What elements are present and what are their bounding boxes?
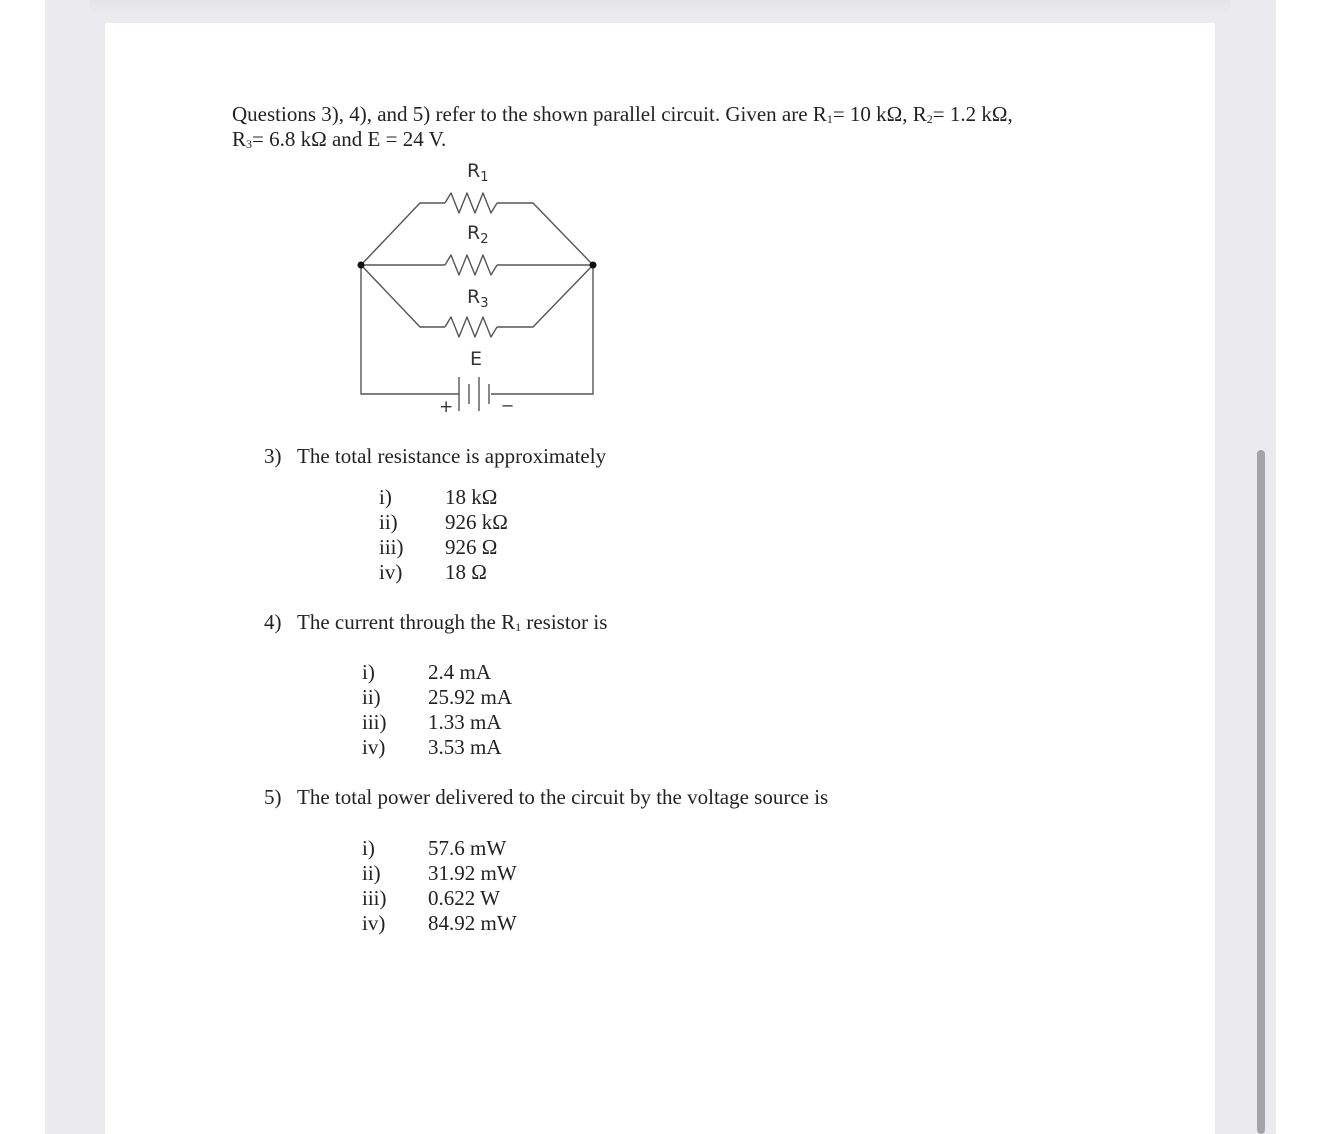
q4-option-iv-answer: 3.53 mA [428, 735, 502, 759]
r2-resistor-zigzag [445, 255, 497, 275]
q3-option-iii-roman: iii) [379, 535, 404, 559]
r1-wire-right [497, 203, 593, 265]
q5-option-iii-roman: iii) [362, 886, 387, 910]
q4-option-ii-roman: ii) [362, 685, 381, 709]
question-5-number: 5) [264, 785, 282, 809]
q4-option-iii-answer: 1.33 mA [428, 710, 502, 734]
q5-option-iv-roman: iv) [362, 911, 386, 935]
q3-option-i-roman: i) [379, 485, 392, 509]
r3-label: $R_3$ [467, 286, 489, 311]
intro-text-5: = 6.8 kΩ and E = 24 V. [252, 127, 447, 151]
q5-option-i-answer: 57.6 mW [428, 836, 507, 860]
q4-option-i-answer: 2.4 mA [428, 660, 491, 684]
document-page [105, 23, 1215, 1134]
question-4-text: The current through the R [297, 610, 516, 634]
intro-text-3: = 1.2 kΩ, [932, 102, 1013, 126]
r3-resistor-zigzag [445, 317, 497, 337]
q3-option-ii-roman: ii) [379, 510, 398, 534]
intro-text-4: R [232, 127, 247, 151]
source-wire-left [361, 265, 459, 394]
q3-option-ii-answer: 926 kΩ [445, 510, 508, 534]
question-4-text-end: resistor is [521, 610, 608, 634]
question-4-title [264, 610, 607, 635]
q3-option-iii-answer: 926 Ω [445, 535, 498, 559]
q3-option-i-answer: 18 kΩ [445, 485, 498, 509]
q5-option-iv-answer: 84.92 mW [428, 911, 517, 935]
question-5-title [264, 785, 828, 810]
question-5-text: The total power delivered to the circuit by the voltage source is [297, 785, 829, 809]
question-3-title [264, 444, 606, 469]
left-node [358, 262, 365, 269]
source-wire-right [491, 265, 593, 394]
q5-option-ii-roman: ii) [362, 861, 381, 885]
q4-option-ii-answer: 25.92 mA [428, 685, 512, 709]
q5-option-iii-answer: 0.622 W [428, 886, 500, 910]
intro-text-2: = 10 kΩ, R [832, 102, 927, 126]
r1-resistor-zigzag [445, 193, 497, 213]
question-4-number: 4) [264, 610, 282, 634]
right-node [590, 262, 597, 269]
q4-option-iii-roman: iii) [362, 710, 387, 734]
intro-sub-3: 3 [246, 137, 253, 151]
q5-option-i-roman: i) [362, 836, 375, 860]
previous-page-edge [90, 0, 1230, 14]
intro-sub-2: 2 [926, 112, 933, 126]
source-label: E [470, 348, 483, 370]
q5-option-ii-answer: 31.92 mW [428, 861, 517, 885]
minus-sign: − [501, 396, 515, 415]
intro-paragraph [232, 102, 1132, 152]
r3-wire-right [497, 265, 593, 327]
intro-sub-1: 1 [826, 112, 833, 126]
question-4-sub: 1 [515, 620, 522, 634]
q4-option-iv-roman: iv) [362, 735, 386, 759]
intro-text-1: Questions 3), 4), and 5) refer to the shown parallel circuit. Given are R [232, 102, 827, 126]
r3-wire [361, 265, 445, 327]
vertical-scrollbar-thumb[interactable] [1257, 450, 1265, 1134]
q3-option-iv-answer: 18 Ω [445, 560, 487, 584]
q4-option-i-roman: i) [362, 660, 375, 684]
r2-label: $R_2$ [467, 222, 489, 247]
r1-label: $R_1$ [467, 160, 489, 185]
plus-sign: + [439, 397, 454, 417]
parallel-circuit-diagram [355, 155, 600, 420]
q3-option-iv-roman: iv) [379, 560, 403, 584]
question-3-text: The total resistance is approximately [297, 444, 607, 468]
question-3-number: 3) [264, 444, 282, 468]
r1-wire [361, 203, 445, 265]
